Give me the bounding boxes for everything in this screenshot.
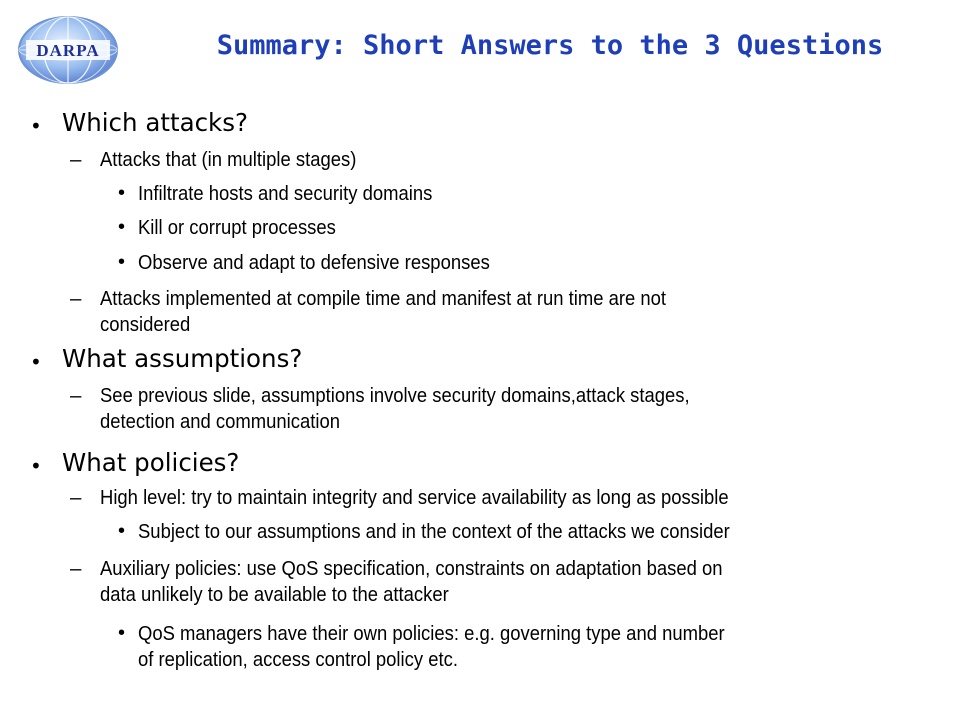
item-attacks-stages: Attacks that (in multiple stages) <box>100 148 357 171</box>
dash-icon: – <box>70 486 82 509</box>
dash-icon: – <box>70 148 82 171</box>
bullet-icon: • <box>30 114 42 138</box>
subitem-subject: Subject to our assumptions and in the context of the attacks we consider <box>138 520 730 543</box>
subitem-kill: Kill or corrupt processes <box>138 216 336 239</box>
dash-icon: – <box>70 557 82 580</box>
bullet-icon: • <box>118 622 126 644</box>
bullet-icon: • <box>118 520 126 542</box>
item-auxiliary-line1: Auxiliary policies: use QoS specification, constraints on adaptation based on <box>100 557 723 580</box>
subitem-qos-line1: QoS managers have their own policies: e.g. governing type and number <box>138 622 725 645</box>
subitem-qos-line2: of replication, access control policy etc. <box>138 648 458 671</box>
logo-text: DARPA <box>36 41 100 60</box>
bullet-icon: • <box>30 454 42 478</box>
dash-icon: – <box>70 384 82 407</box>
section-heading-attacks: Which attacks? <box>62 108 249 137</box>
section-heading-assumptions: What assumptions? <box>62 344 303 373</box>
bullet-icon: • <box>118 251 126 273</box>
dash-icon: – <box>70 287 82 310</box>
item-assumptions-line1: See previous slide, assumptions involve security domains,attack stages, <box>100 384 690 407</box>
item-assumptions-line2: detection and communication <box>100 410 341 433</box>
bullet-icon: • <box>118 182 126 204</box>
slide-title: Summary: Short Answers to the 3 Questions <box>216 30 884 61</box>
item-high-level: High level: try to maintain integrity and service availability as long as possible <box>100 486 729 509</box>
item-auxiliary-line2: data unlikely to be available to the attacker <box>100 583 449 606</box>
section-heading-policies: What policies? <box>62 448 240 477</box>
item-compile-time-line2: considered <box>100 313 191 336</box>
subitem-observe: Observe and adapt to defensive responses <box>138 251 490 274</box>
subitem-infiltrate: Infiltrate hosts and security domains <box>138 182 433 205</box>
bullet-icon: • <box>118 216 126 238</box>
item-compile-time-line1: Attacks implemented at compile time and manifest at run time are not <box>100 287 667 310</box>
bullet-icon: • <box>30 350 42 374</box>
